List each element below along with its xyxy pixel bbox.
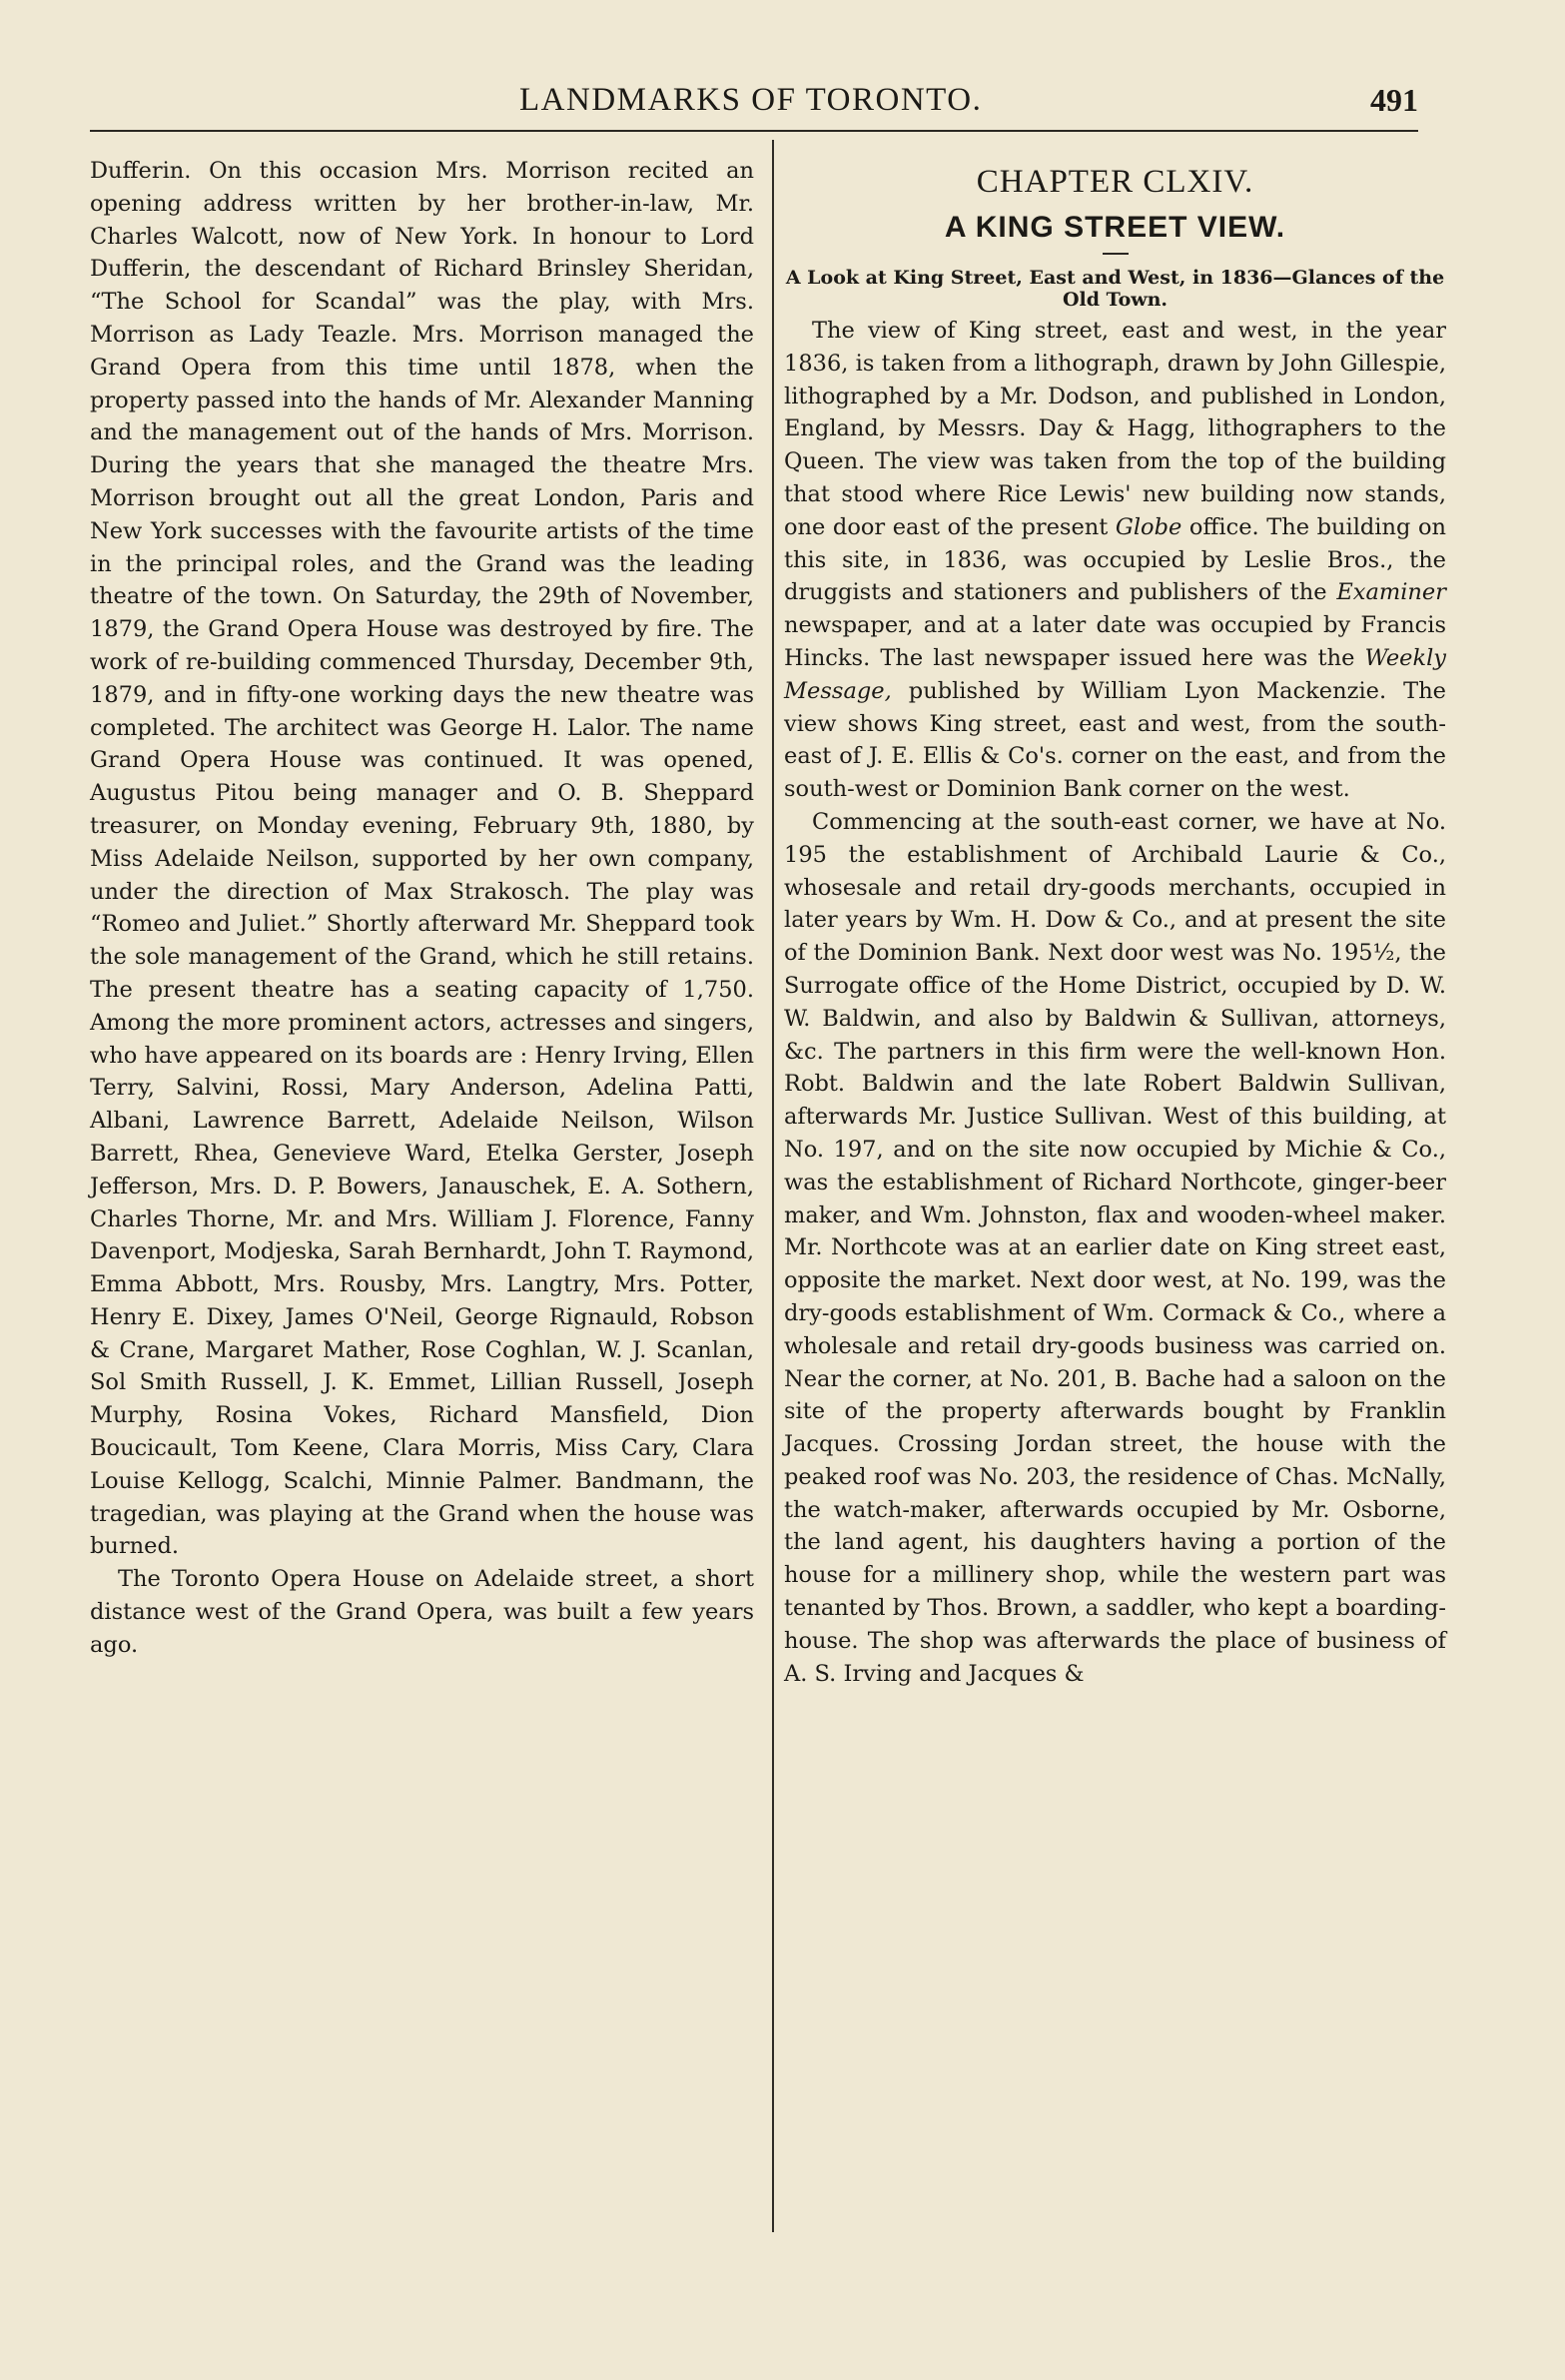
column-divider xyxy=(772,140,774,2232)
right-column xyxy=(784,155,1446,1690)
right-paragraph-1-text-b: office. The building on this site, in 1836, was occupied by Leslie Bros., the druggists and stationers and publishers of the xyxy=(784,513,1446,606)
page-number: 491 xyxy=(1370,82,1418,118)
left-paragraph-1: Dufferin. On this occasion Mrs. Morrison recited an opening address written by her brother-in-law, Mr. Charles Walcott, now of New York. In honour to Lord Dufferin, the descendant of Richard Brinsley Sheridan, “The School for Scandal” was the play, with Mrs. Morrison as Lady Teazle. Mrs. Morrison managed the Grand Opera from this time until 1878, when the property passed into the hands of Mr. Alexander Manning and the management out of the hands of Mrs. Morrison. During the years that she managed the theatre Mrs. Morrison brought out all the great London, Paris and New York successes with the favourite artists of the time in the principal roles, and the Grand was the leading theatre of the town. On Saturday, the 29th of November, 1879, the Grand Opera House was destroyed by fire. The work of re-building commenced Thursday, December 9th, 1879, and in fifty-one working days the new theatre was completed. The architect was George H. Lalor. The name Grand Opera House was continued. It was opened, Augustus Pitou being manager and O. B. Sheppard treasurer, on Monday evening, February 9th, 1880, by Miss Adelaide Neilson, supported by her own company, under the direction of Max Strakosch. The play was “Romeo and Juliet.” Shortly afterward Mr. Sheppard took the sole management of the Grand, which he still retains. The present theatre has a seating capacity of 1,750. Among the more prominent actors, actresses and singers, who have appeared on its boards are : Henry Irving, Ellen Terry, Salvini, Rossi, Mary Anderson, Adelina Patti, Albani, Lawrence Barrett, Adelaide Neilson, Wilson Barrett, Rhea, Genevieve Ward, Etelka Gerster, Joseph Jefferson, Mrs. D. P. Bowers, Janauschek, E. A. Sothern, Charles Thorne, Mr. and Mrs. William J. Florence, Fanny Davenport, Modjeska, Sarah Bernhardt, John T. Raymond, Emma Abbott, Mrs. Rousby, Mrs. Langtry, Mrs. Potter, Henry E. Dixey, James O'Neil, George Rignauld, Robson & Crane, Margaret Mather, Rose Coghlan, W. J. Scanlan, Sol Smith Russell, J. K. Emmet, Lillian Russell, Joseph Murphy, Rosina Vokes, Richard Mansfield, Dion Boucicault, Tom Keene, Clara Morris, Miss Cary, Clara Louise Kellogg, Scalchi, Minnie Palmer. Bandmann, the tragedian, was playing at the Grand when the house was burned. xyxy=(90,158,754,1560)
right-paragraph-1 xyxy=(784,315,1446,806)
page-header xyxy=(90,82,1418,132)
examiner-newspaper-name: Examiner xyxy=(1336,579,1446,606)
right-paragraph-1-text-c: newspaper, and at a later date was occupied by Francis Hincks. The last newspaper issued here was the xyxy=(784,612,1446,671)
right-paragraph-1-text-a: The view of King street, east and west, in the year 1836, is taken from a lithograph, drawn by John Gillespie, lithographed by a Mr. Dodson, and published in London, England, by Messrs. Day & Hagg, lithographers to the Queen. The view was taken from the top of the building that stood where Rice Lewis' new building now stands, one door east of the present xyxy=(784,318,1446,540)
right-paragraph-1-text-d: published by William Lyon Mackenzie. The view shows King street, east and west, from the south-east of J. E. Ellis & Co's. corner on the east, and from the south-west or Dominion Bank corner on the west. xyxy=(784,677,1446,803)
chapter-title: A KING STREET VIEW. xyxy=(944,211,1286,244)
header-rule xyxy=(90,130,1418,132)
left-paragraph-2: The Toronto Opera House on Adelaide street, a short distance west of the Grand Opera, was built a few years ago. xyxy=(90,1566,754,1658)
chapter-title-rule xyxy=(1103,253,1129,255)
right-paragraph-2: Commencing at the south-east corner, we have at No. 195 the establishment of Archibald Laurie & Co., whosesale and retail dry-goods merchants, occupied in later years by Wm. H. Dow & Co., and at present the site of the Dominion Bank. Next door west was No. 195½, the Surrogate office of the Home District, occupied by D. W. W. Baldwin, and also by Baldwin & Sullivan, attorneys, &c. The partners in this firm were the well-known Hon. Robt. Baldwin and the late Robert Baldwin Sullivan, afterwards Mr. Justice Sullivan. West of this building, at No. 197, and on the site now occupied by Michie & Co., was the establishment of Richard Northcote, ginger-beer maker, and Wm. Johnston, flax and wooden-wheel maker. Mr. Northcote was at an earlier date on King street east, opposite the market. Next door west, at No. 199, was the dry-goods establishment of Wm. Cormack & Co., where a wholesale and retail dry-goods business was carried on. Near the corner, at No. 201, B. Bache had a saloon on the site of the property afterwards bought by Franklin Jacques. Crossing Jordan street, the house with the peaked roof was No. 203, the residence of Chas. McNally, the watch-maker, afterwards occupied by Mr. Osborne, the land agent, his daughters having a portion of the house for a millinery shop, while the western part was tenanted by Thos. Brown, a saddler, who kept a boarding-house. The shop was afterwards the place of business of A. S. Irving and Jacques & xyxy=(784,808,1446,1687)
globe-newspaper-name: Globe xyxy=(1115,513,1182,540)
left-column xyxy=(90,155,754,1662)
running-head: LANDMARKS OF TORONTO. xyxy=(519,82,983,118)
weekly-message-newspaper-name: Weekly Message, xyxy=(784,644,1447,704)
chapter-number: CHAPTER CLXIV. xyxy=(976,164,1254,200)
chapter-subtitle: A Look at King Street, East and West, in 1836—Glances of the Old Town. xyxy=(785,267,1445,311)
